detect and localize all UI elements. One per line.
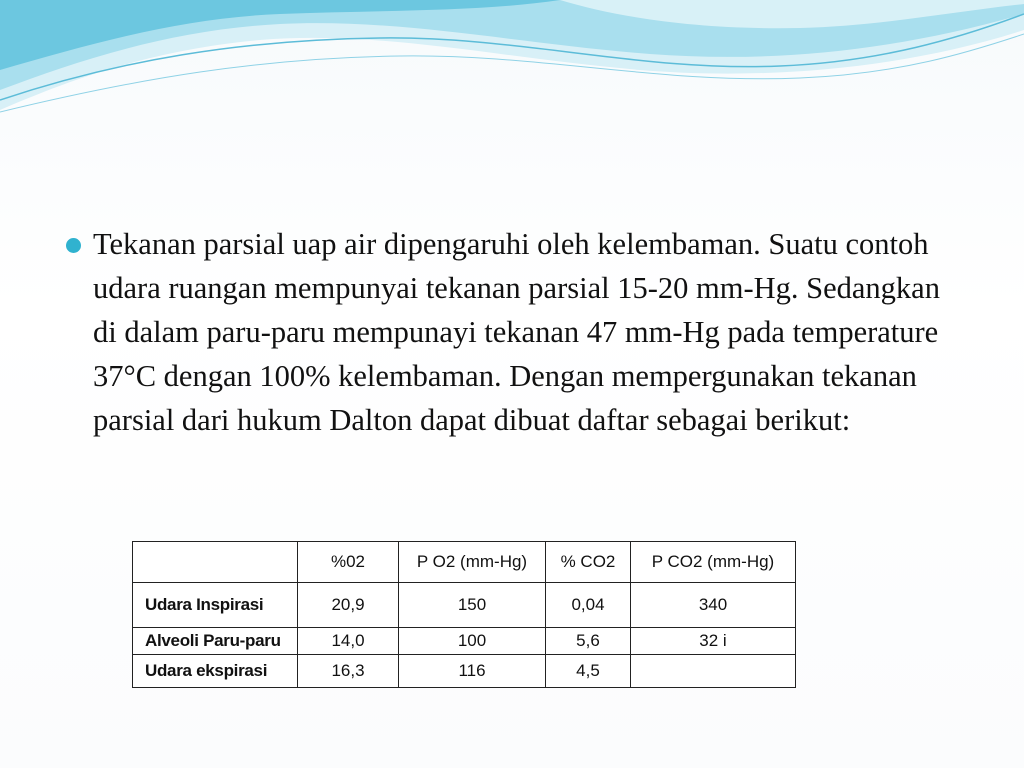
table-cell: 116 [399, 655, 546, 688]
table-cell: 20,9 [298, 583, 399, 628]
table-cell: 100 [399, 628, 546, 655]
table-cell: 340 [631, 583, 796, 628]
table-header-cell [133, 542, 298, 583]
table-cell: 0,04 [546, 583, 631, 628]
table-row [133, 655, 796, 688]
row-label-cell: Udara Inspirasi [133, 583, 298, 628]
table-row [133, 628, 796, 655]
table-header-cell: P O2 (mm-Hg) [399, 542, 546, 583]
table-cell: 32 i [631, 628, 796, 655]
table-cell: 4,5 [546, 655, 631, 688]
table-cell: 5,6 [546, 628, 631, 655]
bullet-text: Tekanan parsial uap air dipengaruhi oleh kelembaman. Suatu contoh udara ruangan mempunyai tekanan parsial 15-20 mm-Hg. Sedangkan di dalam paru-paru mempunayi tekanan 47 mm-Hg pada temperature 37°C dengan 100% kelembaman. Dengan mempergunakan tekanan parsial dari hukum Dalton dapat dibuat daftar sebagai berikut: [93, 227, 940, 437]
header-wave-decoration [0, 0, 1024, 130]
row-label-cell: Alveoli Paru-paru [133, 628, 298, 655]
table-header-cell: P CO2 (mm-Hg) [631, 542, 796, 583]
table-header-row [133, 542, 796, 583]
bullet-dot-icon [66, 238, 81, 253]
table-cell: 150 [399, 583, 546, 628]
row-label-cell: Udara ekspirasi [133, 655, 298, 688]
table-cell [631, 655, 796, 688]
table-cell: 14,0 [298, 628, 399, 655]
table-header-cell: % CO2 [546, 542, 631, 583]
table-row [133, 583, 796, 628]
table-cell: 16,3 [298, 655, 399, 688]
table-header-cell: %02 [298, 542, 399, 583]
gas-pressure-table [132, 541, 796, 688]
